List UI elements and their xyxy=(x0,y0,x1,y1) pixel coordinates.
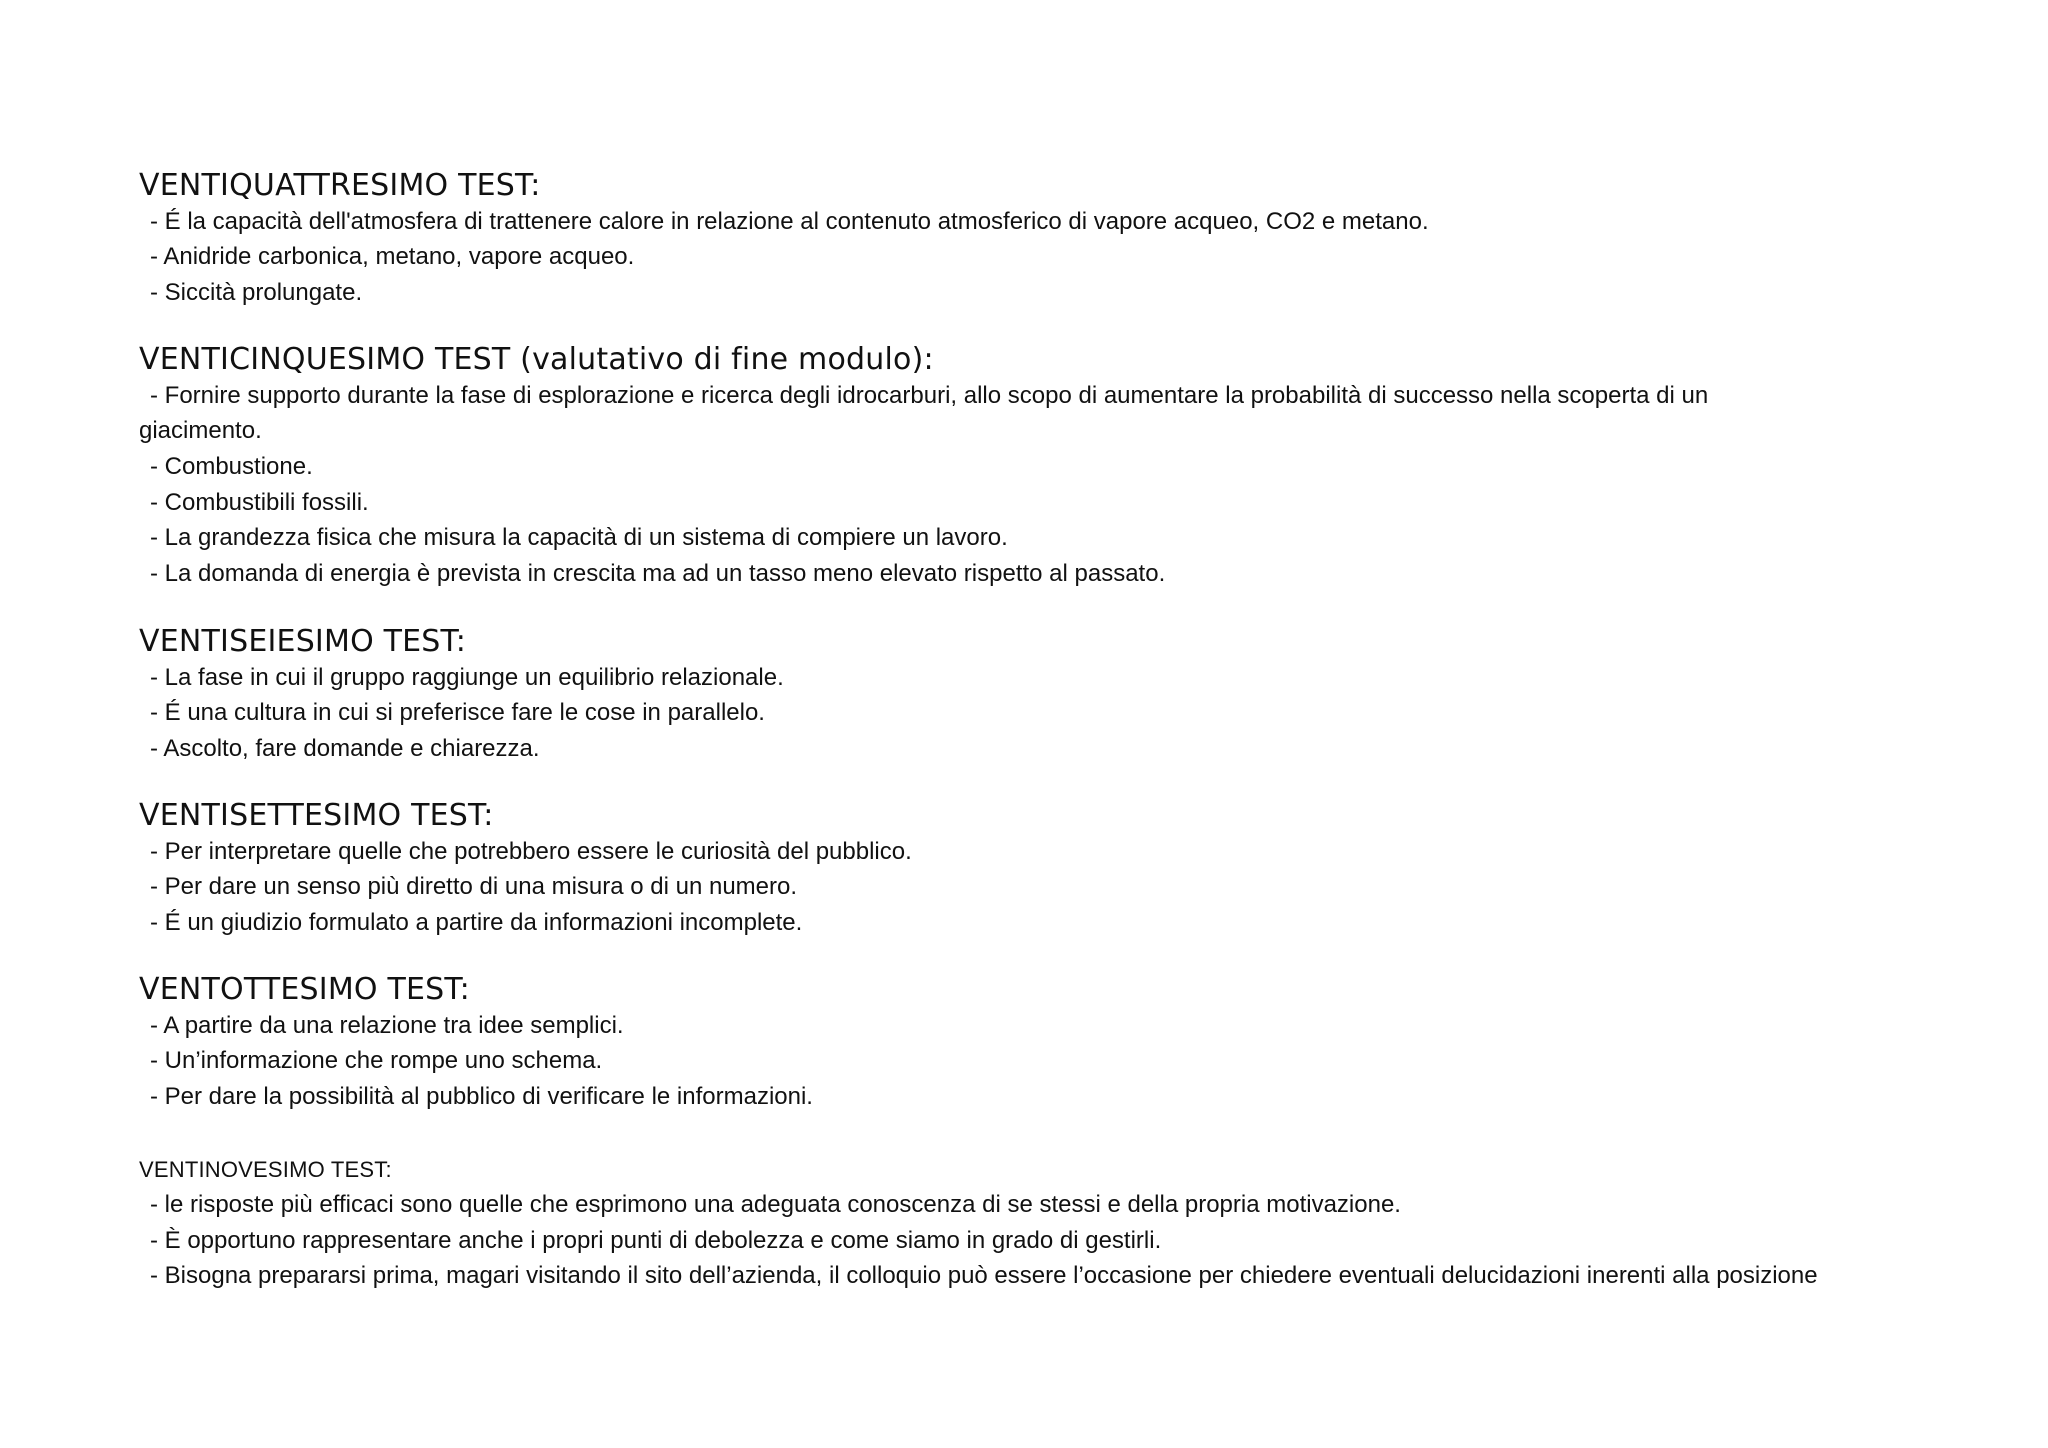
answer-line: - La grandezza fisica che misura la capacità di un sistema di compiere un lavoro. xyxy=(150,524,1008,551)
section-title: VENTICINQUESIMO TEST (valutativo di fine modulo): xyxy=(139,342,934,377)
section-title: VENTIQUATTRESIMO TEST: xyxy=(139,168,541,203)
answer-line: - A partire da una relazione tra idee semplici. xyxy=(150,1012,624,1039)
answer-line: - Combustione. xyxy=(150,453,313,480)
section-title: VENTISETTESIMO TEST: xyxy=(139,798,494,833)
answer-line: - Siccità prolungate. xyxy=(150,279,363,306)
answer-line: - É la capacità dell'atmosfera di trattenere calore in relazione al contenuto atmosferico di vapore acqueo, CO2 e metano. xyxy=(150,208,1429,235)
answer-line: - Ascolto, fare domande e chiarezza. xyxy=(150,735,540,762)
answer-line: giacimento. xyxy=(139,417,262,444)
answer-line: - Combustibili fossili. xyxy=(150,489,369,516)
answer-line: - Bisogna prepararsi prima, magari visitando il sito dell’azienda, il colloquio può essere l’occasione per chiedere eventuali delucidazioni inerenti alla posizione xyxy=(150,1262,1818,1289)
answer-line: - Per dare la possibilità al pubblico di verificare le informazioni. xyxy=(150,1083,813,1110)
section-title: VENTISEIESIMO TEST: xyxy=(139,624,467,659)
answer-line: - La domanda di energia è prevista in crescita ma ad un tasso meno elevato rispetto al passato. xyxy=(150,560,1166,587)
answer-line: - Per interpretare quelle che potrebbero essere le curiosità del pubblico. xyxy=(150,838,912,865)
answer-line: - É una cultura in cui si preferisce fare le cose in parallelo. xyxy=(150,699,765,726)
answer-line: - È opportuno rappresentare anche i propri punti di debolezza e come siamo in grado di gestirli. xyxy=(150,1227,1162,1254)
section-title: VENTINOVESIMO TEST: xyxy=(139,1157,392,1182)
section-title: VENTOTTESIMO TEST: xyxy=(139,972,470,1007)
answer-line: - Per dare un senso più diretto di una misura o di un numero. xyxy=(150,873,798,900)
answer-line: - le risposte più efficaci sono quelle che esprimono una adeguata conoscenza di se stessi e della propria motivazione. xyxy=(150,1191,1401,1218)
answer-line: - É un giudizio formulato a partire da informazioni incomplete. xyxy=(150,909,803,936)
answer-line: - La fase in cui il gruppo raggiunge un equilibrio relazionale. xyxy=(150,664,784,691)
answer-line: - Anidride carbonica, metano, vapore acqueo. xyxy=(150,243,635,270)
answer-line: - Un’informazione che rompe uno schema. xyxy=(150,1047,603,1074)
answer-line: - Fornire supporto durante la fase di esplorazione e ricerca degli idrocarburi, allo scopo di aumentare la probabilità di successo nella scoperta di un xyxy=(150,382,1709,409)
